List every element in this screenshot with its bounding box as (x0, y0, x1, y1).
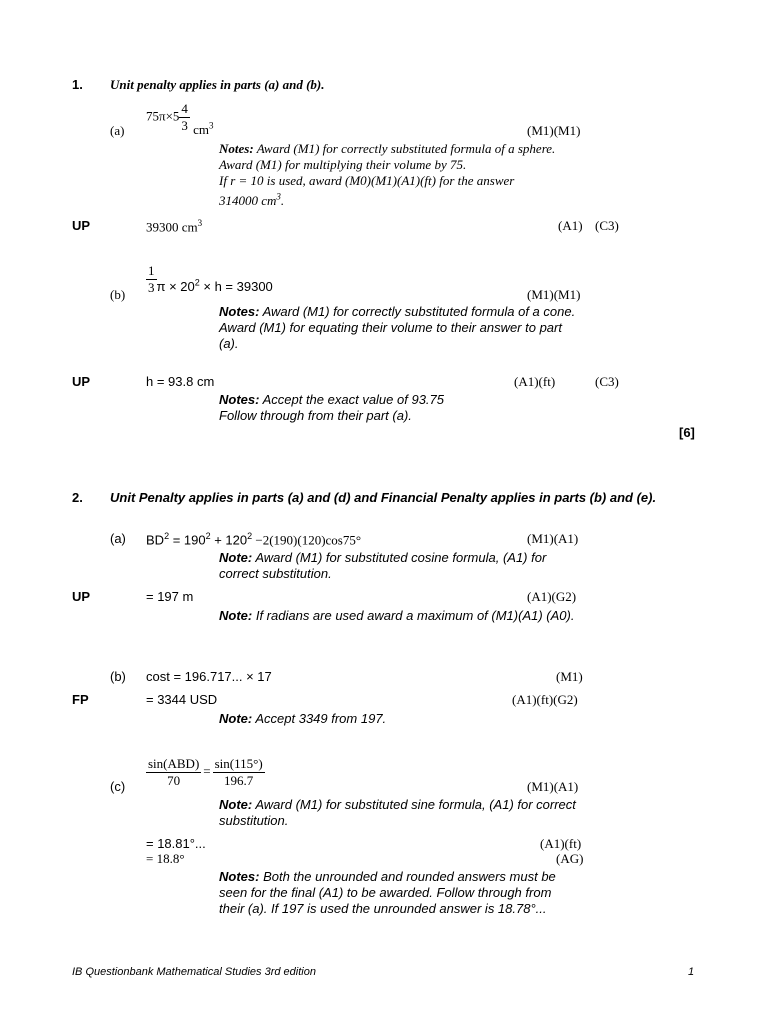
q2b-note (219, 711, 579, 727)
footer-title: IB Questionbank Mathematical Studies 3rd edition (72, 966, 316, 978)
q2c-lhs-fraction (146, 756, 201, 789)
q2a-answer-marks: (A1)(G2) (527, 589, 577, 604)
q2a-note-label: Note: (219, 550, 253, 565)
q2b-answer-marks: (A1)(ft)(G2) (512, 692, 578, 707)
q1b-answer-c-marks: (C3) (595, 374, 619, 389)
q2c-label: (c) (110, 779, 126, 794)
q1b-answer-marks: (A1)(ft) (514, 374, 556, 389)
q2b-note-label: Note: (219, 711, 253, 726)
q1b-notes-label: Notes: (219, 304, 260, 319)
q2a-up-label: UP (72, 589, 91, 604)
q1b-frac-den: 3 (148, 280, 155, 295)
question-2-heading: Unit Penalty applies in parts (a) and (d) and Financial Penalty applies in parts (b) and (e). (110, 490, 657, 505)
question-number-2: 2. (72, 490, 83, 505)
q2c-working (146, 756, 265, 789)
question-1-heading: Unit penalty applies in parts (a) and (b). (110, 77, 325, 92)
q1a-fraction (179, 101, 190, 134)
q2a-up-note (219, 608, 579, 624)
question-number-1: 1. (72, 77, 83, 92)
q1-total-marks: [6] (679, 425, 695, 440)
q2a-working: $BD^2 = 190^2 + 120^2 -2(190)(120)\cos 75^\circ$ (146, 531, 362, 548)
q1a-notes-text: Award (M1) for correctly substituted formula of a sphere. Award (M1) for multiplying their volume by 75. (219, 141, 556, 172)
q2c-rhs-den: 196.7 (213, 772, 265, 789)
q2c-unrounded-marks: (A1)(ft) (540, 836, 582, 851)
q2a-answer: = 197 m (146, 589, 194, 604)
q2a-label: (a) (110, 531, 126, 546)
q2c-note-label: Note: (219, 797, 253, 812)
q1b-frac-num: 1 (148, 263, 155, 278)
q2c-lhs-num: sin(ABD) (148, 756, 200, 771)
q1a-label: (a) (110, 123, 125, 138)
q2c-note (219, 797, 579, 829)
q2c-rhs-fraction (213, 756, 265, 789)
q1b-working (146, 263, 273, 296)
q1a-frac-num: 4 (181, 101, 188, 116)
q1a-answer: 39300 $cm^3$ (146, 218, 203, 235)
q1a-frac-den: 3 (181, 118, 188, 133)
q1b-fraction (146, 263, 157, 296)
q1b-up-label: UP (72, 374, 91, 389)
q1b-answer-notes-line2: Follow through from their part (a). (219, 408, 412, 423)
q1-up-label: UP (72, 218, 91, 233)
q1a-coefficient: 75π×5 (146, 108, 180, 124)
q1b-label: (b) (110, 287, 126, 302)
q2a-note-text: Award (M1) for substituted cosine formula, (A1) for correct substitution. (219, 550, 547, 581)
q1a-notes-label: Notes: (219, 141, 254, 156)
q1b-notes-line1: Award (M1) for correctly substituted formula of a cone. (262, 304, 576, 319)
q2b-fp-label: FP (72, 692, 89, 707)
page-number: 1 (688, 966, 695, 978)
q2a-note (219, 550, 579, 582)
q2c-marks: (M1)(A1) (527, 779, 579, 794)
q1b-notes (219, 304, 579, 352)
q1b-answer-notes-line1: Accept the exact value of 93.75 (262, 392, 444, 407)
q2b-marks: (M1) (556, 669, 583, 684)
q2c-equals: = (203, 763, 211, 779)
q2c-lhs-den: 70 (146, 772, 201, 789)
q2c-unrounded-answer: = 18.81°... (146, 836, 206, 851)
q1a-unit: $cm^3$ (193, 121, 214, 138)
q1a-answer-marks: (A1) (558, 218, 583, 233)
q1b-marks: (M1)(M1) (527, 287, 581, 302)
q2b-note-text: Accept 3349 from 197. (255, 711, 387, 726)
q2c-notes (219, 869, 579, 917)
q1a-marks: (M1)(M1) (527, 123, 581, 138)
q1b-equation: $\pi \times 20^2 \times h = 39300$ (156, 278, 273, 295)
q1b-answer: h = 93.8 cm (146, 374, 215, 389)
q2b-answer: = 3344 USD (146, 692, 218, 707)
q2c-notes-text: Both the unrounded and rounded answers must be seen for the final (A1) to be awarded. Follow through from their (a). If 197 is used the unrounded answer is 18.78°... (219, 869, 556, 916)
q2b-label: (b) (110, 669, 126, 684)
q1b-answer-notes-label: Notes: (219, 392, 260, 407)
q1a-notes (219, 141, 559, 209)
q2a-up-note-label: Note: (219, 608, 253, 623)
q1b-answer-notes (219, 392, 579, 424)
q1a-notes-line2: If r = 10 is used, award (M0)(M1)(A1)(ft) for the answer (219, 173, 515, 188)
q2c-rhs-num: sin(115°) (214, 756, 263, 771)
q2a-marks: (M1)(A1) (527, 531, 579, 546)
q2c-rounded-marks: (AG) (556, 851, 584, 866)
q2a-up-note-text: If radians are used award a maximum of (M1)(A1) (A0). (255, 608, 575, 623)
q1b-notes-line2: Award (M1) for equating their volume to their answer to part (a). (219, 320, 562, 351)
q1a-answer-c-marks: (C3) (595, 218, 619, 233)
q2c-notes-label: Notes: (219, 869, 260, 884)
q2c-rounded-answer: = 18.8° (146, 851, 185, 866)
q1a-notes-line3: 314000 $cm^3$. (219, 192, 285, 209)
q2c-note-text: Award (M1) for substituted sine formula, (A1) for correct substitution. (219, 797, 576, 828)
q1a-working (146, 101, 214, 138)
q2b-working: cost = 196.717... × 17 (146, 669, 272, 684)
